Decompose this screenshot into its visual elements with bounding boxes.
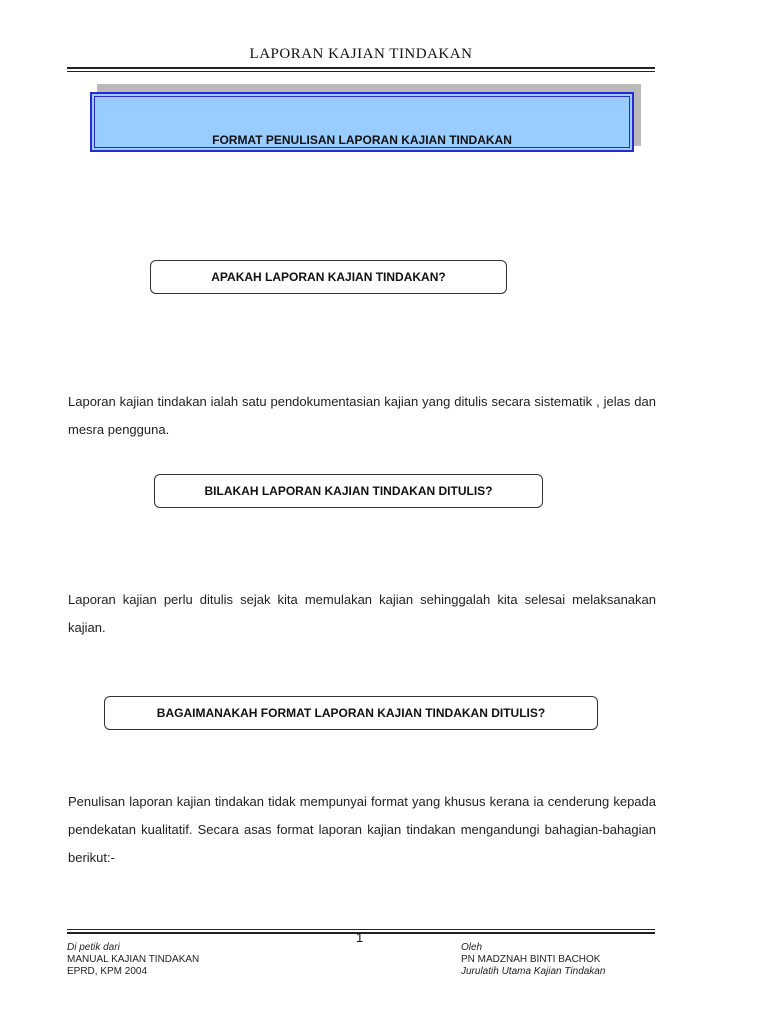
footer-source-line1: MANUAL KAJIAN TINDAKAN	[67, 954, 200, 965]
question-how: BAGAIMANAKAH FORMAT LAPORAN KAJIAN TINDAKAN DITULIS?	[156, 706, 546, 720]
question-box-what	[150, 260, 507, 294]
header-rule-bottom	[67, 71, 655, 72]
banner-title: FORMAT PENULISAN LAPORAN KAJIAN TINDAKAN	[212, 133, 512, 147]
question-box-when	[154, 474, 543, 508]
footer-author-role: Jurulatih Utama Kajian Tindakan	[461, 966, 606, 977]
footer-author-label: Oleh	[461, 942, 483, 953]
question-what: APAKAH LAPORAN KAJIAN TINDAKAN?	[211, 270, 446, 284]
footer-source-line2: EPRD, KPM 2004	[67, 966, 148, 977]
question-when: BILAKAH LAPORAN KAJIAN TINDAKAN DITULIS?	[204, 484, 493, 498]
footer-source-label: Di petik dari	[67, 942, 120, 953]
page-header-title: LAPORAN KAJIAN TINDAKAN	[249, 46, 473, 62]
page-number: 1	[356, 930, 364, 945]
footer-author-name: PN MADZNAH BINTI BACHOK	[461, 954, 601, 965]
footer-source	[67, 942, 199, 978]
header-rule-top	[67, 67, 655, 69]
footer-author	[461, 942, 605, 978]
answer-when: Laporan kajian perlu ditulis sejak kita memulakan kajian sehinggalah kita selesai melaksanakan kajian.	[68, 592, 656, 635]
answer-how: Penulisan laporan kajian tindakan tidak mempunyai format yang khusus kerana ia cenderung kepada pendekatan kualitatif. Secara asas format laporan kajian tindakan mengandungi bahagian-bahagian berikut:-	[68, 794, 656, 865]
answer-what: Laporan kajian tindakan ialah satu pendokumentasian kajian yang ditulis secara sistematik , jelas dan mesra pengguna.	[68, 394, 656, 437]
question-box-how	[104, 696, 598, 730]
